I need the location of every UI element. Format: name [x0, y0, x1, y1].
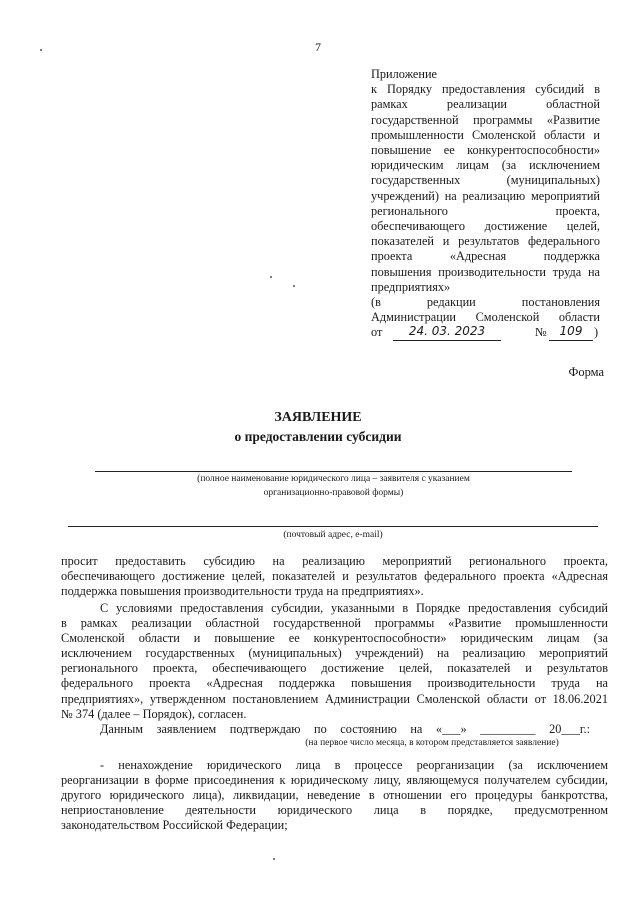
- appendix-line: показателей и результатов федерального: [371, 234, 600, 249]
- confirmation-text: Данным заявлением подтверждаю по состоянию на «___» _________ 20___г.:: [100, 722, 590, 736]
- appendix-line: государственных (муниципальных): [371, 173, 600, 188]
- number-prefix: №: [535, 325, 547, 340]
- appendix-line: Приложение: [371, 67, 437, 81]
- appendix-line: обеспечивающего достижение целей,: [371, 219, 600, 234]
- handwritten-date: 24. 03. 2023: [393, 324, 501, 340]
- document-title: ЗАЯВЛЕНИЕ: [274, 410, 362, 425]
- text-line: регионального проекта, обеспечивающего достижение целей, показателей и результатов: [61, 661, 608, 676]
- paragraph-request: [61, 554, 608, 599]
- document-subtitle: о предоставлении субсидии: [234, 429, 402, 444]
- appendix-line: государственной программы «Развитие: [371, 112, 600, 127]
- applicant-name-note-line1: (полное наименование юридического лица – заявителя с указанием: [197, 474, 470, 484]
- text-line: другого юридического лица), ликвидации, неведение в отношении его процедуры банкротства,: [61, 788, 608, 803]
- appendix-line: рамках реализации областной: [371, 97, 600, 112]
- text-line: в рамках реализации областной государственной программы «Развитие промышленности: [61, 616, 608, 631]
- appendix-line: учреждений) на реализацию мероприятий: [371, 188, 600, 203]
- appendix-line: к Порядку предоставления субсидий в: [371, 82, 600, 97]
- appendix-line: повышение ее конкурентоспособности»: [371, 143, 600, 158]
- applicant-name-note: [95, 472, 572, 500]
- appendix-line: повышения производительности труда на: [371, 264, 600, 279]
- appendix-line: предприятиях»: [371, 279, 451, 294]
- appendix-line: промышленности Смоленской области и: [371, 127, 600, 142]
- text-line: реорганизации в форме присоединения к юридическому лицу, являющемуся получателем субсидии,: [61, 773, 608, 788]
- scan-speck: [273, 858, 275, 860]
- appendix-date-line: [371, 325, 600, 341]
- text-line: поддержка повышения производительности труда на предприятиях».: [61, 584, 424, 599]
- text-line: предприятиях», утвержденном постановлением Администрации Смоленской области от 18.06.2021: [61, 691, 608, 706]
- scan-speck: [293, 285, 295, 287]
- scan-speck: [270, 276, 272, 278]
- text-line: законодательством Российской Федерации;: [61, 818, 288, 833]
- appendix-line: (в редакции постановления: [371, 295, 600, 310]
- text-line: неприостановление деятельности юридического лица в порядке, предусмотренном: [61, 803, 608, 818]
- paragraph-conditions: [61, 601, 608, 722]
- text-line: исключением государственных (муниципальных) учреждений) на реализацию мероприятий: [61, 646, 608, 661]
- date-prefix: от: [371, 325, 383, 340]
- applicant-name-note-line2: организационно-правовой формы): [263, 488, 404, 498]
- scan-speck: [40, 49, 42, 51]
- text-line: № 374 (далее – Порядок), согласен.: [61, 706, 247, 721]
- handwritten-number: 109: [549, 324, 593, 340]
- appendix-line: юридическим лицам (за исключением: [371, 158, 600, 173]
- close-paren: ): [594, 325, 599, 340]
- appendix-line: регионального проекта,: [371, 203, 600, 218]
- text-line: федерального проекта «Адресная поддержка повышения производительности труда на: [61, 676, 608, 691]
- text-line: просит предоставить субсидию на реализацию мероприятий регионального проекта,: [61, 554, 608, 568]
- address-line: [68, 526, 598, 527]
- confirmation-note: (на первое число месяца, в котором представляется заявление): [305, 738, 559, 748]
- form-label: Форма: [568, 365, 604, 379]
- text-line: обеспечивающего достижение целей, показателей и результатов федерального проекта «Адресная: [61, 569, 608, 584]
- page-number: 7: [315, 40, 321, 54]
- appendix-block: [371, 67, 600, 341]
- appendix-line: Администрации Смоленской области: [371, 310, 600, 325]
- confirmation-line: [61, 722, 608, 737]
- text-line: С условиями предоставления субсидии, указанными в Порядке предоставления субсидий: [100, 601, 608, 615]
- paragraph-conditions-list: [61, 758, 608, 833]
- appendix-line: проекта «Адресная поддержка: [371, 249, 600, 264]
- text-line: - ненахождение юридического лица в процессе реорганизации (за исключением: [100, 758, 608, 772]
- address-note: (почтовый адрес, e-mail): [283, 530, 383, 540]
- text-line: Смоленской области и повышение ее конкурентоспособности» юридическим лицам (за: [61, 631, 608, 646]
